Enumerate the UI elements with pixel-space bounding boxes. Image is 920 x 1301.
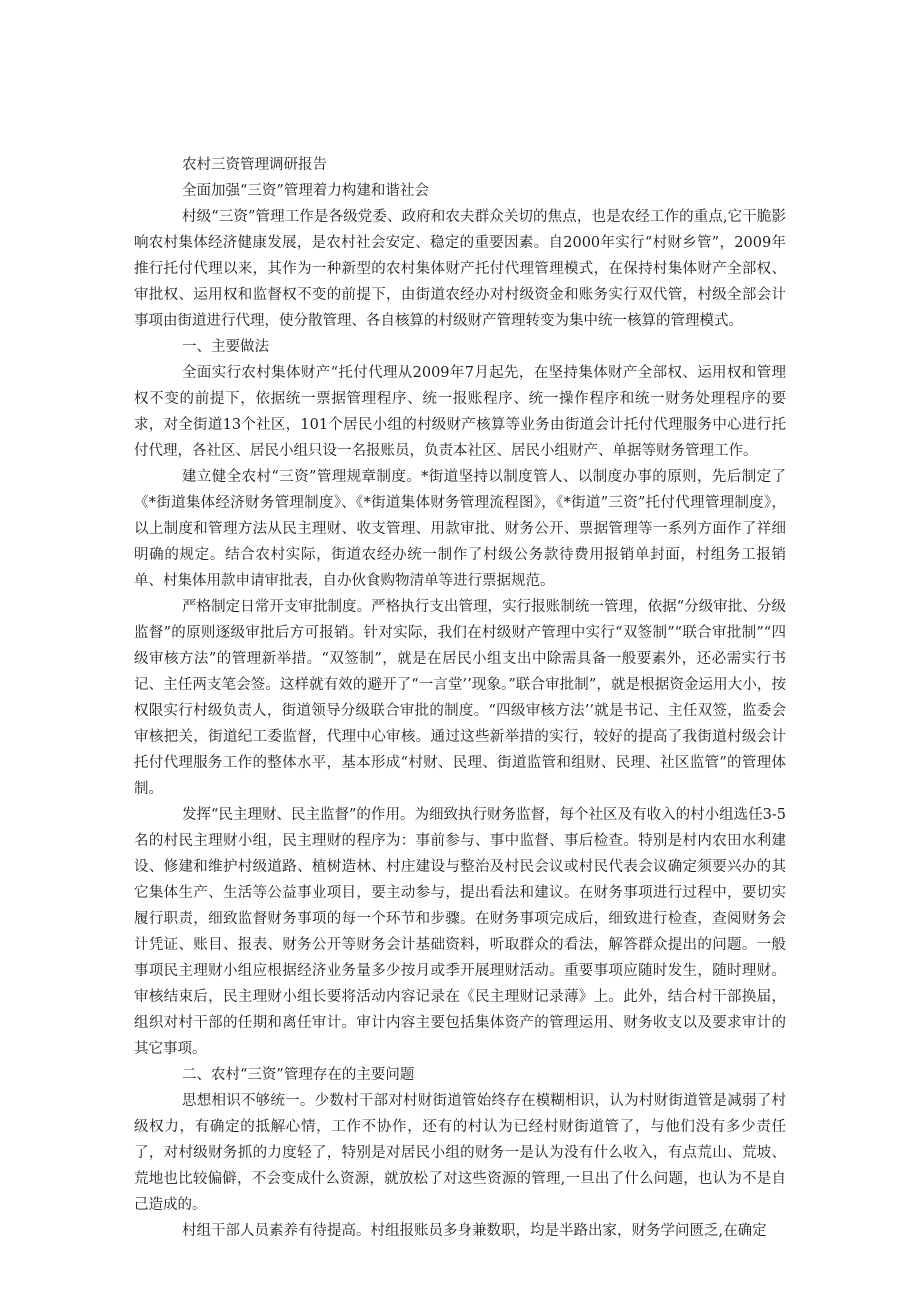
document-subtitle: 全面加强“三资”管理着力构建和谐社会 <box>182 183 429 199</box>
document-title: 农村三资管理调研报告 <box>182 157 327 173</box>
section1-paragraph-4: 发挥“民主理财、民主监督”的作用。为细致执行财务监督，每个社区及有收入的村小组选任3-5名的村民主理财小组，民主理财的程序为：事前参与、事中监督、事后检查。特别是村内农田水利建设、修建和维护村级道路、植树造林、村庄建设与整治及村民会议或村民代表会议确定须要兴办的其它集体生产、生活等公益事业项目，要主动参与，提出看法和建议。在财务事项进行过程中，要切实履行职责，细致监督财务事项的每一个环节和步骤。在财务事项完成后，细致进行检查，查阅财务会计凭证、账目、报表、财务公开等财务会计基础资料，听取群众的看法，解答群众提出的问题。一般事项民主理财小组应根据经济业务量多少按月或季开展理财活动。重要事项应随时发生，随时理财。审核结束后，民主理财小组长要将活动内容记录在《民主理财记录薄》上。此外，结合村干部换届，组织对村干部的任期和离任审计。审计内容主要包括集体资产的管理运用、财务收支以及要求审计的其它事项。 <box>134 807 786 1057</box>
section1-paragraph-2: 建立健全农村“三资”管理规章制度。*街道坚持以制度管人、以制度办事的原则，先后制定了《*街道集体经济财务管理制度》、《*街道集体财务管理流程图》，《*街道”三资”托付代理管理制度》，以上制度和管理方法从民主理财、收支管理、用款审批、财务公开、票据管理等一系列方面作了祥细明确的规定。结合农村实际，街道农经办统一制作了村级公务款待费用报销单封面，村组务工报销单、村集体用款申请审批表，自办伙食购物清单等进行票据规范。 <box>134 469 786 589</box>
section2-paragraph-1: 思想相识不够统一。少数村干部对村财街道管始终存在模糊相识，认为村财街道管是减弱了村级权力，有确定的抵解心情，工作不协作，还有的村认为已经村财街道管了，与他们没有多少责任了，对村级财务抓的力度轻了，特别是对居民小组的财务一是认为没有什么收入，有点荒山、荒坡、荒地也比较偏僻，不会变成什么资源，就放松了对这些资源的管理,一旦出了什么问题，也认为不是自己造成的。 <box>134 1093 786 1213</box>
document-page <box>134 152 786 1244</box>
section-heading-1: 一、主要做法 <box>182 339 269 355</box>
section1-paragraph-3: 严格制定日常开支审批制度。严格执行支出管理，实行报账制统一管理，依据“分级审批、分级监督”的原则逐级审批后方可报销。针对实际，我们在村级财产管理中实行“双签制”“联合审批制”“四级审核方法”的管理新举措。“双签制”，就是在居民小组支出中除需具备一般要素外，还必需实行书记、主任两支笔会签。这样就有效的避开了“一言堂’’现象。”联合审批制”，就是根据资金运用大小，按权限实行村级负责人，街道领导分级联合审批的制度。“四级审核方法’’就是书记、主任双签，监委会审核把关，街道纪工委监督，代理中心审核。通过这些新举措的实行，较好的提高了我街道村级会计托付代理服务工作的整体水平，基本形成“村财、民理、街道监管和组财、民理、社区监管”的管理体制。 <box>134 599 786 797</box>
section2-paragraph-2: 村组干部人员素养有待提高。村组报账员多身兼数职，均是半路出家，财务学问匮乏,在确定 <box>182 1223 767 1239</box>
section1-paragraph-1: 全面实行农村集体财产“托付代理从2009年7月起先，在坚持集体财产全部权、运用权和管理权不变的前提下，依据统一票据管理程序、统一报账程序、统一操作程序和统一财务处理程序的要求，对全街道13个社区，101个居民小组的村级财产核算等业务由街道会计托付代理服务中心进行托付代理，各社区、居民小组只设一名报账员，负责本社区、居民小组财产、单据等财务管理工作。 <box>134 365 786 459</box>
intro-paragraph: 村级“三资”管理工作是各级党委、政府和农夫群众关切的焦点，也是农经工作的重点,它干脆影响农村集体经济健康发展，是农村社会安定、稳定的重要因素。自2000年实行“村财乡管”，2009年推行托付代理以来，其作为一种新型的农村集体财产托付代理管理模式，在保持村集体财产全部权、审批权、运用权和监督权不变的前提下，由街道农经办对村级资金和账务实行双代管，村级全部会计事项由街道进行代理，使分散管理、各自核算的村级财产管理转变为集中统一核算的管理模式。 <box>134 209 786 329</box>
section-heading-2: 二、农村“三资”管理存在的主要问题 <box>182 1067 415 1083</box>
